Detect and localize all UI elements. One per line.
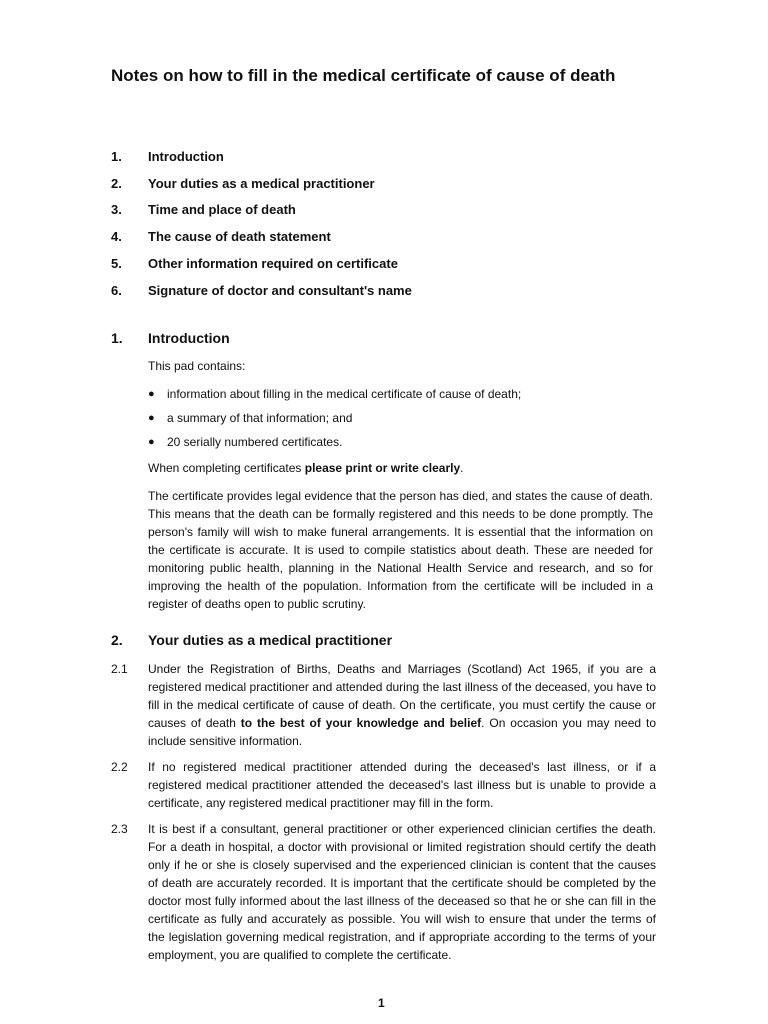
paragraph-text: It is best if a consultant, general practitioner or other experienced clinician certifies the death. For a death in hospital, a doctor with provisional or limited registration should certify the death only if he or she is closely supervised and the experienced clinician is content that the causes of death are accurately recorded. It is important that the certificate should be completed by the doctor most fully informed about the last illness of the deceased so that he or she can fill in the certificate as fully and accurately as possible. You will wish to ensure that under the terms of the legislation governing medical registration, and if appropriate according to the terms of your employment, you are qualified to complete the certificate. [148,822,656,962]
bullet-icon: ● [148,412,155,424]
paragraph-2-3 [111,820,656,964]
emphasis-text: to the best of your knowledge and belief [240,716,482,730]
bullet-icon: ● [148,388,155,400]
paragraph-number: 2.1 [111,662,128,676]
toc-number: 4. [111,229,122,245]
paragraph-2-2 [111,758,656,812]
paragraph-number: 2.3 [111,822,128,836]
toc-number: 1. [111,148,122,164]
toc-label: Other information required on certificate [148,256,398,272]
list-item [148,382,653,406]
toc-item [111,223,671,250]
page-number: 1 [378,996,385,1010]
toc-number: 5. [111,256,122,272]
section-1-intro: This pad contains: [148,359,246,373]
paragraph-number: 2.2 [111,760,128,774]
bullet-text: a summary of that information; and [167,411,353,425]
toc-item [111,143,671,170]
section-title: Your duties as a medical practitioner [148,632,393,648]
section-number: 1. [111,330,123,346]
section-1-heading [111,330,230,346]
list-item [148,406,653,430]
table-of-contents [111,143,671,304]
toc-item [111,170,671,197]
emphasis-text: please print or write clearly [304,461,461,475]
toc-item [111,277,671,304]
toc-number: 2. [111,175,122,191]
paragraph-text: Under the Registration of Births, Deaths and Marriages (Scotland) Act 1965, if you are a registered medical practitioner and attended during the last illness of the deceased, you have to fill in the medical certificate of cause of death. On the certificate, you must certify the cause or causes of death to the best of your knowledge and belief. On occasion you may need to include sensitive information. [148,662,656,748]
section-title: Introduction [148,330,230,346]
toc-label: Your duties as a medical practitioner [148,175,375,191]
bullet-text: information about filling in the medical certificate of cause of death; [167,387,522,401]
bullet-icon: ● [148,436,155,448]
print-clearly-note: When completing certificates please print or write clearly. [148,461,464,475]
section-number: 2. [111,632,123,648]
toc-label: The cause of death statement [148,229,331,245]
section-1-body: The certificate provides legal evidence that the person has died, and states the cause of death. This means that the death can be formally registered and this needs to be done promptly. The person's family will wish to make funeral arrangements. It is essential that the information on the certificate is accurate. It is used to compile statistics about death. These are needed for monitoring public health, planning in the National Health Service and research, and so for improving the health of the population. Information from the certificate will be included in a register of deaths open to public scrutiny. [148,489,653,611]
toc-number: 6. [111,282,122,298]
bullet-text: 20 serially numbered certificates. [167,435,343,449]
toc-item [111,250,671,277]
toc-label: Time and place of death [148,202,296,218]
toc-label: Introduction [148,148,224,164]
toc-number: 3. [111,202,122,218]
document-title: Notes on how to fill in the medical certificate of cause of death [111,66,616,85]
toc-item [111,197,671,224]
toc-label: Signature of doctor and consultant's name [148,282,412,298]
list-item [148,430,653,454]
section-2-heading [111,632,392,648]
contents-bullet-list [148,382,653,454]
paragraph-2-1 [111,660,656,750]
paragraph-text: If no registered medical practitioner attended during the deceased's last illness, or if a registered medical practitioner attended the deceased's last illness but is unable to provide a certificate, any registered medical practitioner may fill in the form. [148,760,656,810]
